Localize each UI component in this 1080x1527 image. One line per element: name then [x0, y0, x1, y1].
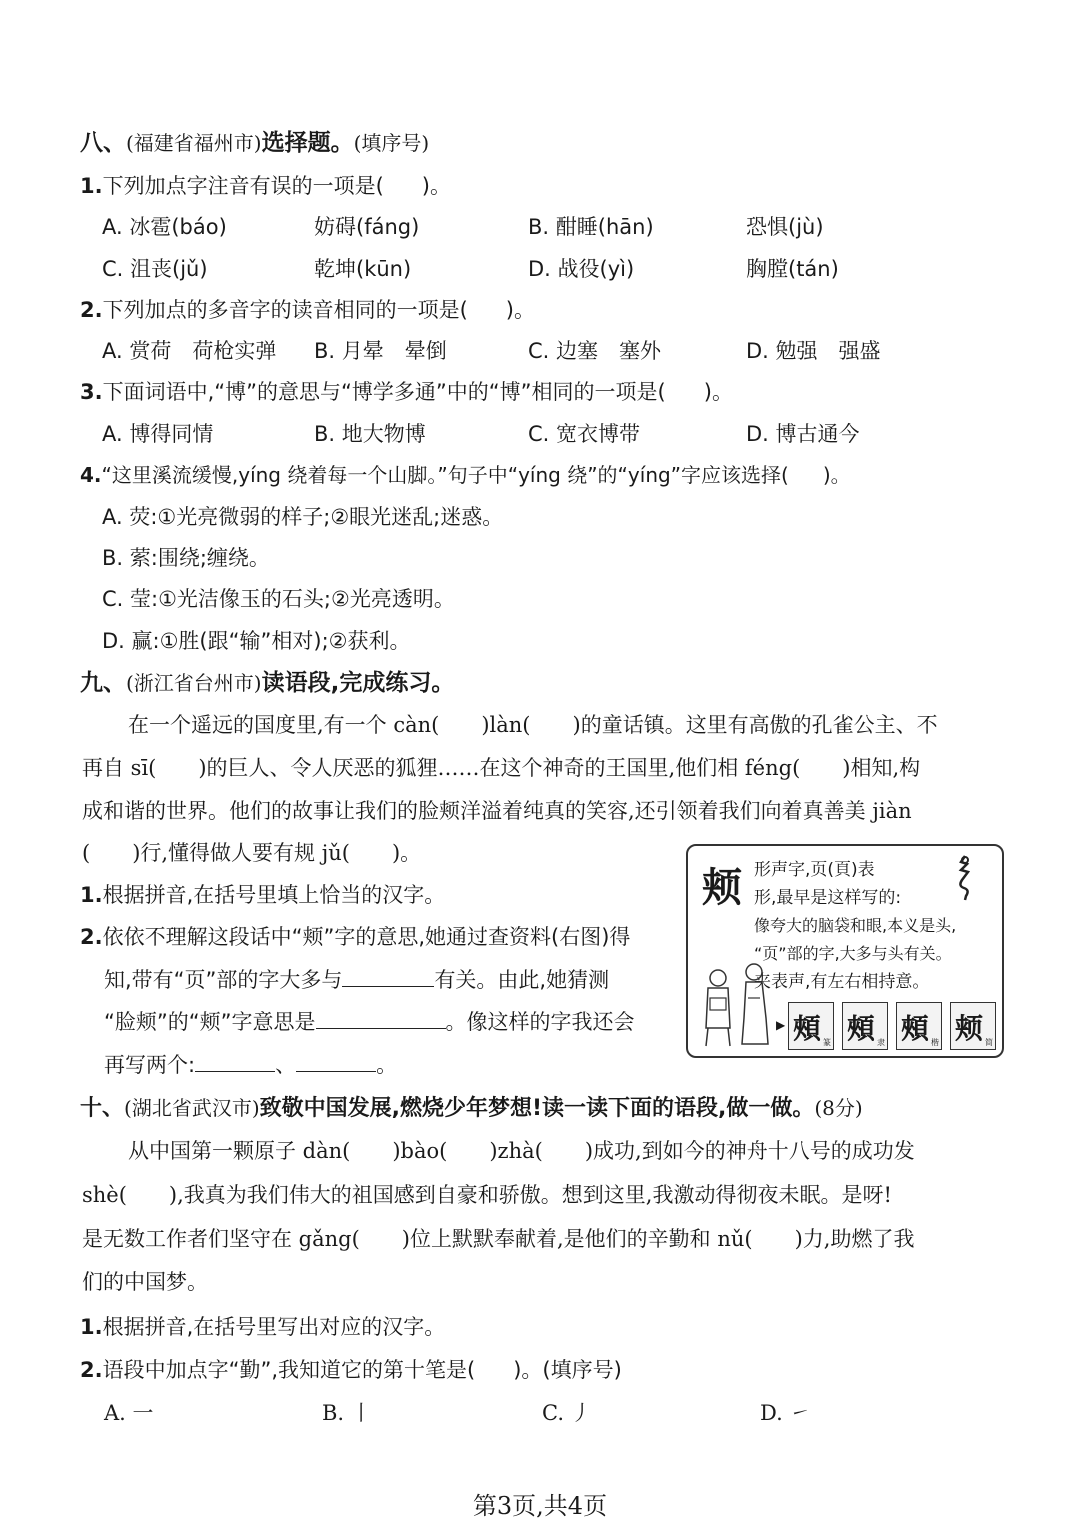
option: D. 博古通今	[746, 422, 860, 446]
section-9-heading	[80, 668, 454, 698]
question-text: 语段中加点字“勤”,我知道它的第十笔是(	[102, 1358, 476, 1382]
paragraph-line: 是无数工作者们坚守在 gǎng( )位上默默奉献着,是他们的辛勤和 nǔ( )力,助燃了我	[82, 1227, 915, 1251]
question-text: 依依不理解这段话中“颊”字的意思,她通过查资料(右图)得	[102, 925, 631, 949]
option: D. 勉强 强盛	[746, 339, 881, 363]
option: A. 荧:①光亮微弱的样子;②眼光迷乱;迷惑。	[102, 505, 504, 529]
question-9-2-line3	[104, 1006, 635, 1037]
glyph-script: 楷	[931, 1038, 939, 1047]
option: A. 冰雹(báo)	[102, 215, 227, 239]
question-text: 、	[275, 1053, 297, 1077]
reference-text: 形,最早是这样写的:	[754, 888, 902, 908]
question-8-4	[80, 460, 851, 490]
question-number: 1.	[80, 174, 103, 198]
option: B. 萦:围绕;缠绕。	[102, 546, 270, 570]
reference-box	[686, 844, 1004, 1058]
section-title: 读语段,完成练习。	[261, 670, 455, 696]
option: 乾坤(kūn)	[314, 257, 412, 281]
question-number: 1.	[80, 1315, 103, 1339]
option: C. 丿	[542, 1401, 592, 1425]
option: B. 丨	[322, 1401, 372, 1425]
question-text: 下列加点字注音有误的一项是(	[102, 174, 384, 198]
section-source: (福建省福州市)	[126, 131, 262, 155]
glyph-regular	[896, 1002, 942, 1050]
section-note: (填序号)	[353, 131, 430, 155]
option: B. 地大物博	[314, 422, 426, 446]
question-end: )。(填序号)	[513, 1358, 622, 1382]
reference-text: 形声字,页(頁)表	[754, 860, 875, 880]
section-source: (湖北省武汉市)	[124, 1096, 260, 1120]
arrow-right-icon: ▶	[776, 1018, 786, 1032]
question-10-1	[80, 1312, 445, 1342]
section-note: (8分)	[814, 1096, 863, 1120]
option: A. 博得同情	[102, 422, 214, 446]
section-number: 九、	[80, 670, 126, 696]
option: A. 赏荷 荷枪实弹	[102, 339, 277, 363]
question-10-2	[80, 1355, 622, 1385]
option: B. 月晕 晕倒	[314, 339, 447, 363]
paragraph-line: 从中国第一颗原子 dàn( )bào( )zhà( )成功,到如今的神舟十八号的成功发	[128, 1139, 915, 1163]
answer-blank[interactable]	[296, 1049, 376, 1072]
answer-blank[interactable]	[195, 1049, 275, 1072]
question-text: “这里溪流缓慢,yíng 绕着每一个山脚。”句子中“yíng 绕”的“yíng”字应该选择(	[101, 463, 789, 487]
section-number: 十、	[80, 1096, 125, 1121]
question-number: 2.	[80, 925, 103, 949]
paragraph-line: shè( ),我真为我们伟大的祖国感到自豪和骄傲。想到这里,我激动得彻夜未眠。是呀!	[82, 1183, 892, 1207]
section-number: 八、	[80, 130, 126, 156]
question-8-1	[80, 171, 451, 201]
reference-text: 像夸大的脑袋和眼,本义是头,	[754, 916, 957, 935]
question-9-2-line4	[104, 1049, 397, 1080]
option: 胸膛(tán)	[746, 257, 839, 281]
section-title: 致敬中国发展,燃烧少年梦想!读一读下面的语段,做一做。	[259, 1096, 815, 1121]
answer-blank[interactable]	[316, 1006, 446, 1029]
section-source: (浙江省台州市)	[126, 671, 262, 695]
paragraph-line: 再自 sī( )的巨人、令人厌恶的狐狸……在这个神奇的王国里,他们相 féng( )相知,构	[82, 756, 921, 780]
reference-text: “页”部的字,大多与头有关。	[754, 944, 952, 963]
glyph-script: 隶	[877, 1038, 885, 1047]
option: C. 沮丧(jǔ)	[102, 257, 208, 281]
question-text: 知,带有“页”部的字大多与	[104, 968, 343, 992]
option: C. 边塞 塞外	[528, 339, 662, 363]
question-9-1	[80, 880, 445, 910]
paragraph-line: 在一个遥远的国度里,有一个 càn( )làn( )的童话镇。这里有高傲的孔雀公主、不	[128, 713, 938, 737]
option: 妨碍(fáng)	[314, 215, 420, 239]
option: D. ㇀	[760, 1401, 811, 1425]
option: C. 宽衣博带	[528, 422, 641, 446]
section-8-heading	[80, 128, 429, 158]
reference-character: 颊	[702, 864, 742, 911]
question-text: 根据拼音,在括号里填上恰当的汉字。	[102, 883, 446, 907]
question-text: 有关。由此,她猜测	[434, 968, 610, 992]
question-9-2-line2	[104, 964, 609, 995]
question-text: 再写两个:	[104, 1053, 196, 1077]
question-number: 2.	[80, 1358, 103, 1382]
reference-text: 夹表声,有左右相持意。	[754, 972, 930, 992]
glyph-char: 頰	[847, 1012, 876, 1045]
page-number: 第3页,共4页	[472, 1492, 608, 1520]
question-end: )。	[703, 380, 733, 404]
question-end: )。	[822, 463, 851, 487]
glyph-script: 篆	[823, 1038, 831, 1047]
scholars-illustration-icon	[696, 958, 778, 1050]
glyph-char: 頰	[793, 1012, 822, 1045]
glyph-clerical	[842, 1002, 888, 1050]
answer-blank[interactable]	[342, 964, 434, 987]
paragraph-line: 们的中国梦。	[82, 1270, 208, 1294]
ancient-glyph-icon	[950, 854, 980, 902]
question-number: 3.	[80, 380, 103, 404]
glyph-char: 頰	[901, 1012, 930, 1045]
glyph-char: 颊	[955, 1012, 984, 1045]
question-9-2	[80, 922, 630, 952]
question-8-2	[80, 295, 535, 325]
question-number: 4.	[80, 463, 102, 487]
question-8-3	[80, 377, 733, 407]
question-number: 2.	[80, 298, 103, 322]
glyph-script: 简	[985, 1038, 993, 1047]
question-end: )。	[505, 298, 535, 322]
question-text: 。像这样的字我还会	[445, 1010, 635, 1034]
question-number: 1.	[80, 883, 103, 907]
paragraph-line: ( )行,懂得做人要有规 jǔ( )。	[82, 841, 422, 865]
option: C. 莹:①光洁像玉的石头;②光亮透明。	[102, 587, 455, 611]
option: A. 一	[104, 1401, 154, 1425]
option: D. 战役(yì)	[528, 257, 635, 281]
option: D. 赢:①胜(跟“输”相对);②获利。	[102, 629, 411, 653]
question-text: 根据拼音,在括号里写出对应的汉字。	[102, 1315, 446, 1339]
paragraph-line: 成和谐的世界。他们的故事让我们的脸颊洋溢着纯真的笑容,还引领着我们向着真善美 jiàn	[82, 799, 912, 823]
option: B. 酣睡(hān)	[528, 215, 654, 239]
glyph-seal	[788, 1002, 834, 1050]
question-text: 下列加点的多音字的读音相同的一项是(	[102, 298, 468, 322]
section-title: 选择题。	[261, 130, 354, 156]
question-text: 。	[376, 1053, 398, 1077]
question-end: )。	[421, 174, 451, 198]
glyph-simplified	[950, 1002, 996, 1050]
question-text: “脸颊”的“颊”字意思是	[104, 1010, 316, 1034]
section-10-heading	[80, 1093, 863, 1124]
option: 恐惧(jù)	[746, 215, 824, 239]
question-text: 下面词语中,“博”的意思与“博学多通”中的“博”相同的一项是(	[102, 380, 666, 404]
